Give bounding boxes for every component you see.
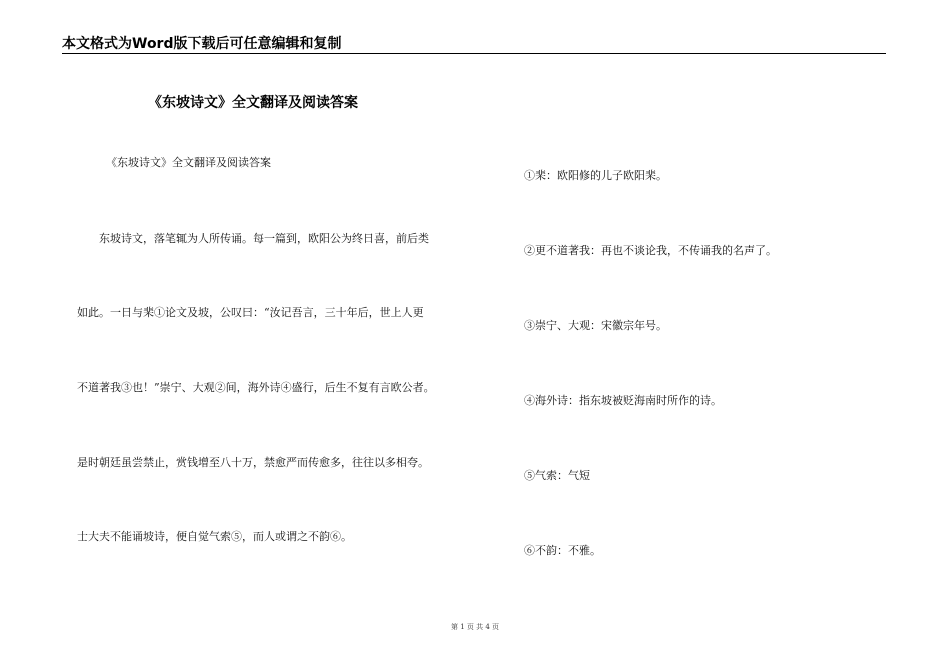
annotation-line: ③崇宁、大观：宋徽宗年号。 bbox=[524, 319, 667, 332]
left-paragraph-line: 是时朝廷虽尝禁止，赏钱增至八十万，禁愈严而传愈多，往往以多相夸。 bbox=[77, 456, 429, 469]
annotation-line: ⑤气索：气短 bbox=[524, 469, 590, 482]
header-divider bbox=[62, 53, 886, 54]
left-paragraph-line: 《东坡诗文》全文翻译及阅读答案 bbox=[106, 156, 271, 169]
page-number: 第 1 页 共 4 页 bbox=[450, 623, 500, 631]
annotation-line: ②更不道著我：再也不谈论我，不传诵我的名声了。 bbox=[524, 244, 777, 257]
document-title: 《东坡诗文》全文翻译及阅读答案 bbox=[148, 95, 358, 111]
left-paragraph-line: 如此。一日与棐①论文及坡，公叹曰：“汝记吾言，三十年后，世上人更 bbox=[77, 306, 424, 319]
annotation-line: ①棐：欧阳修的儿子欧阳棐。 bbox=[524, 169, 667, 182]
page-header: 本文格式为Word版下载后可任意编辑和复制 bbox=[62, 36, 342, 52]
left-paragraph-line: 士大夫不能诵坡诗，便自觉气索⑤，而人或谓之不韵⑥。 bbox=[77, 530, 352, 543]
annotation-line: ⑥不韵：不雅。 bbox=[524, 544, 601, 557]
left-paragraph-line: 不道著我③也！”崇宁、大观②间，海外诗④盛行，后生不复有言欧公者。 bbox=[77, 381, 435, 394]
left-paragraph-line: 东坡诗文，落笔辄为人所传诵。每一篇到，欧阳公为终日喜，前后类 bbox=[99, 232, 429, 245]
annotation-line: ④海外诗：指东坡被贬海南时所作的诗。 bbox=[524, 394, 722, 407]
